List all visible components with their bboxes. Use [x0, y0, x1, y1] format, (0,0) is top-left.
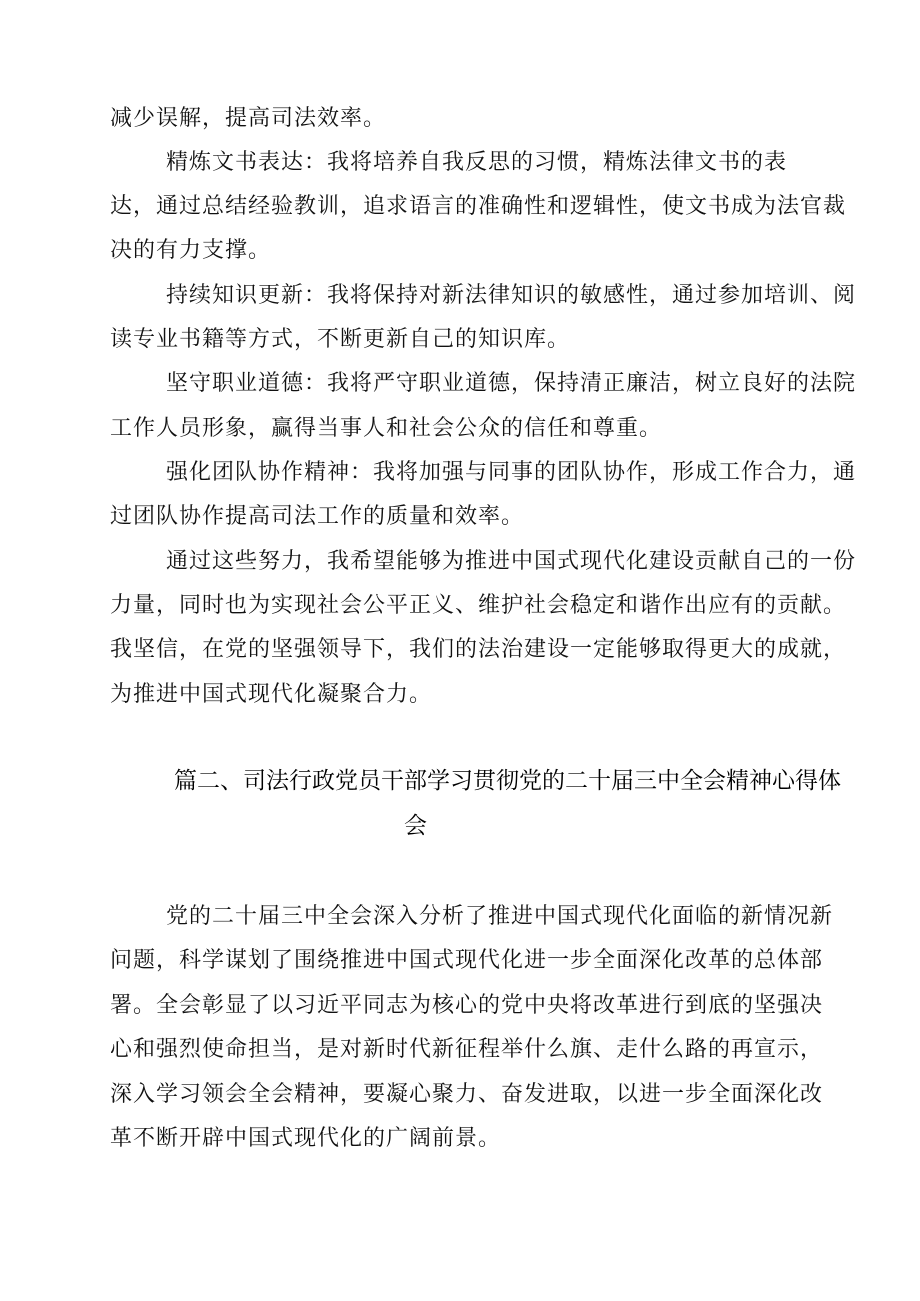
body-text-line: 强化团队协作精神：我将加强与同事的团队协作，形成工作合力，通	[166, 460, 857, 485]
body-text-line: 心和强烈使命担当，是对新时代新征程举什么旗、走什么路的再宣示，	[110, 1037, 824, 1062]
body-text-line: 过团队协作提高司法工作的质量和效率。	[110, 504, 525, 529]
body-text-line: 工作人员形象，赢得当事人和社会公众的信任和尊重。	[110, 416, 663, 441]
body-text-line: 署。全会彰显了以习近平同志为核心的党中央将改革进行到底的坚强决	[110, 993, 824, 1018]
body-text-line: 减少误解，提高司法效率。	[110, 106, 387, 131]
body-text-line: 为推进中国式现代化凝聚合力。	[110, 682, 433, 707]
body-text-line: 精炼文书表达：我将培养自我反思的习惯，精炼法律文书的表	[166, 150, 788, 175]
section-heading: 篇二、司法行政党员干部学习贯彻党的二十届三中全会精神心得体	[174, 768, 841, 794]
body-text-line: 力量，同时也为实现社会公平正义、维护社会稳定和谐作出应有的贡献。	[110, 593, 847, 618]
body-text-line: 我坚信，在党的坚强领导下，我们的法治建设一定能够取得更大的成就，	[110, 637, 847, 662]
section-heading-continued: 会	[404, 813, 427, 839]
body-text-line: 读专业书籍等方式，不断更新自己的知识库。	[110, 327, 571, 352]
body-text-line: 深入学习领会全会精神，要凝心聚力、奋发进取，以进一步全面深化改	[110, 1082, 824, 1107]
body-text-line: 决的有力支撑。	[110, 238, 272, 263]
body-text-line: 问题，科学谋划了围绕推进中国式现代化进一步全面深化改革的总体部	[110, 948, 824, 973]
body-text-line: 通过这些努力，我希望能够为推进中国式现代化建设贡献自己的一份	[166, 549, 857, 574]
body-text-line: 党的二十届三中全会深入分析了推进中国式现代化面临的新情况新	[166, 904, 834, 929]
body-text-line: 达，通过总结经验教训，追求语言的准确性和逻辑性，使文书成为法官裁	[110, 194, 847, 219]
body-text-line: 革不断开辟中国式现代化的广阔前景。	[110, 1126, 502, 1151]
body-text-line: 持续知识更新：我将保持对新法律知识的敏感性，通过参加培训、阅	[166, 283, 857, 308]
body-text-line: 坚守职业道德：我将严守职业道德，保持清正廉洁，树立良好的法院	[166, 371, 857, 396]
